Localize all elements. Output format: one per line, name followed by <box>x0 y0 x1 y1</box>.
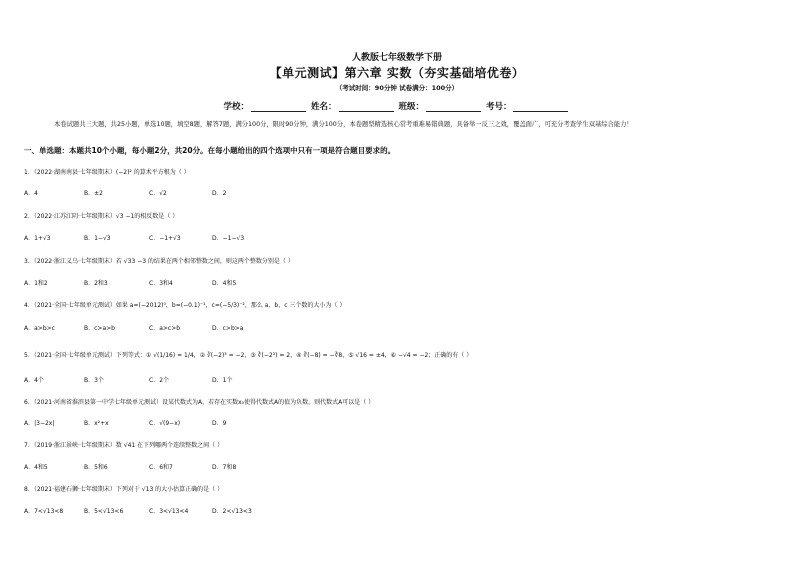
option-b: B．±2 <box>84 190 103 197</box>
option-a: A．a>b>c <box>24 325 55 332</box>
option-c: C．6和7 <box>149 464 173 471</box>
option-d: D．2<√13<3 <box>212 508 252 515</box>
student-info-line <box>0 100 794 112</box>
school-label: 学校： <box>223 102 250 112</box>
option-a: A．4 <box>24 190 38 197</box>
option-a: A．1+√3 <box>24 235 51 242</box>
option-b: B．2和3 <box>84 280 108 287</box>
class-blank[interactable] <box>426 102 481 112</box>
option-b: B．x²+x <box>84 420 109 427</box>
name-blank[interactable] <box>339 102 394 112</box>
option-a: A．1和2 <box>24 280 48 287</box>
exam-number-label: 考号： <box>485 102 512 112</box>
option-b: B．1−√3 <box>84 235 111 242</box>
exam-intro: 本卷试题共三大题，共25小题，单选10题，填空8题，解答7题，满分100分，限时90分钟，满分100分，本卷题型精选核心常考重难易错典题，具备举一反三之效，覆盖面广，可充分考查学生双基综合能力！ <box>54 121 633 128</box>
document-subtitle: 人教版七年级数学下册 <box>351 53 442 63</box>
option-c: C．√2 <box>149 190 167 197</box>
option-c: C．3<√13<4 <box>149 508 189 515</box>
option-d: D．1个 <box>212 377 233 384</box>
option-b: B．5<√13<6 <box>84 508 124 515</box>
option-c: C．−1+√3 <box>149 235 181 242</box>
question-stem: 7．（2019·浙江景峡·七年级期末）数 √41 在下列哪两个连续整数之间（ ） <box>24 442 224 449</box>
question-stem: 4．（2021·全国·七年级单元测试）如果 a=(−2012)⁰，b=(−0.1)⁻¹，c=(−5/3)⁻²，那么 a、b、c 三个数的大小为（ ） <box>24 302 346 309</box>
option-d: D．c>b>a <box>212 325 244 332</box>
school-blank[interactable] <box>251 102 306 112</box>
option-a: A．4个 <box>24 377 44 384</box>
option-d: D．2 <box>212 190 227 197</box>
question-stem: 1．（2022·湖南南县·七年级期末）(−2)² 的算术平方根为（ ） <box>24 169 190 176</box>
exam-meta: （考试时间：90分钟 试卷满分：100分） <box>335 84 459 92</box>
option-d: D．−1−√3 <box>212 235 245 242</box>
option-b: B．c>a>b <box>84 325 115 332</box>
option-c: C．2个 <box>149 377 170 384</box>
document-title: 【单元测试】第六章 实数（夯实基础培优卷） <box>269 66 525 80</box>
section-heading: 一、单选题：本题共10个小题，每小题2分，共20分。在每小题给出的四个选项中只有一项是符合题目要求的。 <box>24 146 396 155</box>
option-a: A．4和5 <box>24 464 48 471</box>
name-label: 姓名： <box>311 102 337 112</box>
option-d: D．9 <box>212 420 227 427</box>
option-b: B．5和6 <box>84 464 108 471</box>
question-stem: 3．（2022·浙江义乌·七年级期末）若 √33 −3 的结果在两个相邻整数之间，则这两个整数分别是（ ） <box>24 258 294 265</box>
option-d: D．7和8 <box>212 464 237 471</box>
class-label: 班级： <box>398 102 424 112</box>
option-d: D．4和5 <box>212 280 237 287</box>
question-stem: 6．（2021·河南省淮滨县第一中学七年级单元测试）设某代数式为A，若存在实数x₀使得代数式A的值为负数，则代数式A可以是（ ） <box>24 399 375 406</box>
option-c: C．√(9−x) <box>149 420 181 427</box>
question-stem: 8．（2021·福建石狮·七年级期末）下列对于 √13 的大小估算正确的是（ ） <box>24 486 224 493</box>
option-b: B．3个 <box>84 377 104 384</box>
question-stem: 5．（2021·全国·七年级单元测试）下列等式：① √(1/16) = 1/4，② ∛(−2)³ = −2，③ ∛(−2³) = 2，④ ∛(−8) = −∛8，⑤ √16 = ±4，⑥ −√4 = −2；正确的有（ ） <box>24 352 473 359</box>
option-a: A．7<√13<8 <box>24 508 64 515</box>
option-c: C．a>c>b <box>149 325 181 332</box>
question-stem: 2．（2022·江苏江阴·七年级期末）√3 −1的相反数是（ ） <box>24 213 179 220</box>
exam-number-blank[interactable] <box>513 102 568 112</box>
option-a: A．|3−2x| <box>24 420 55 427</box>
option-c: C．3和4 <box>149 280 173 287</box>
